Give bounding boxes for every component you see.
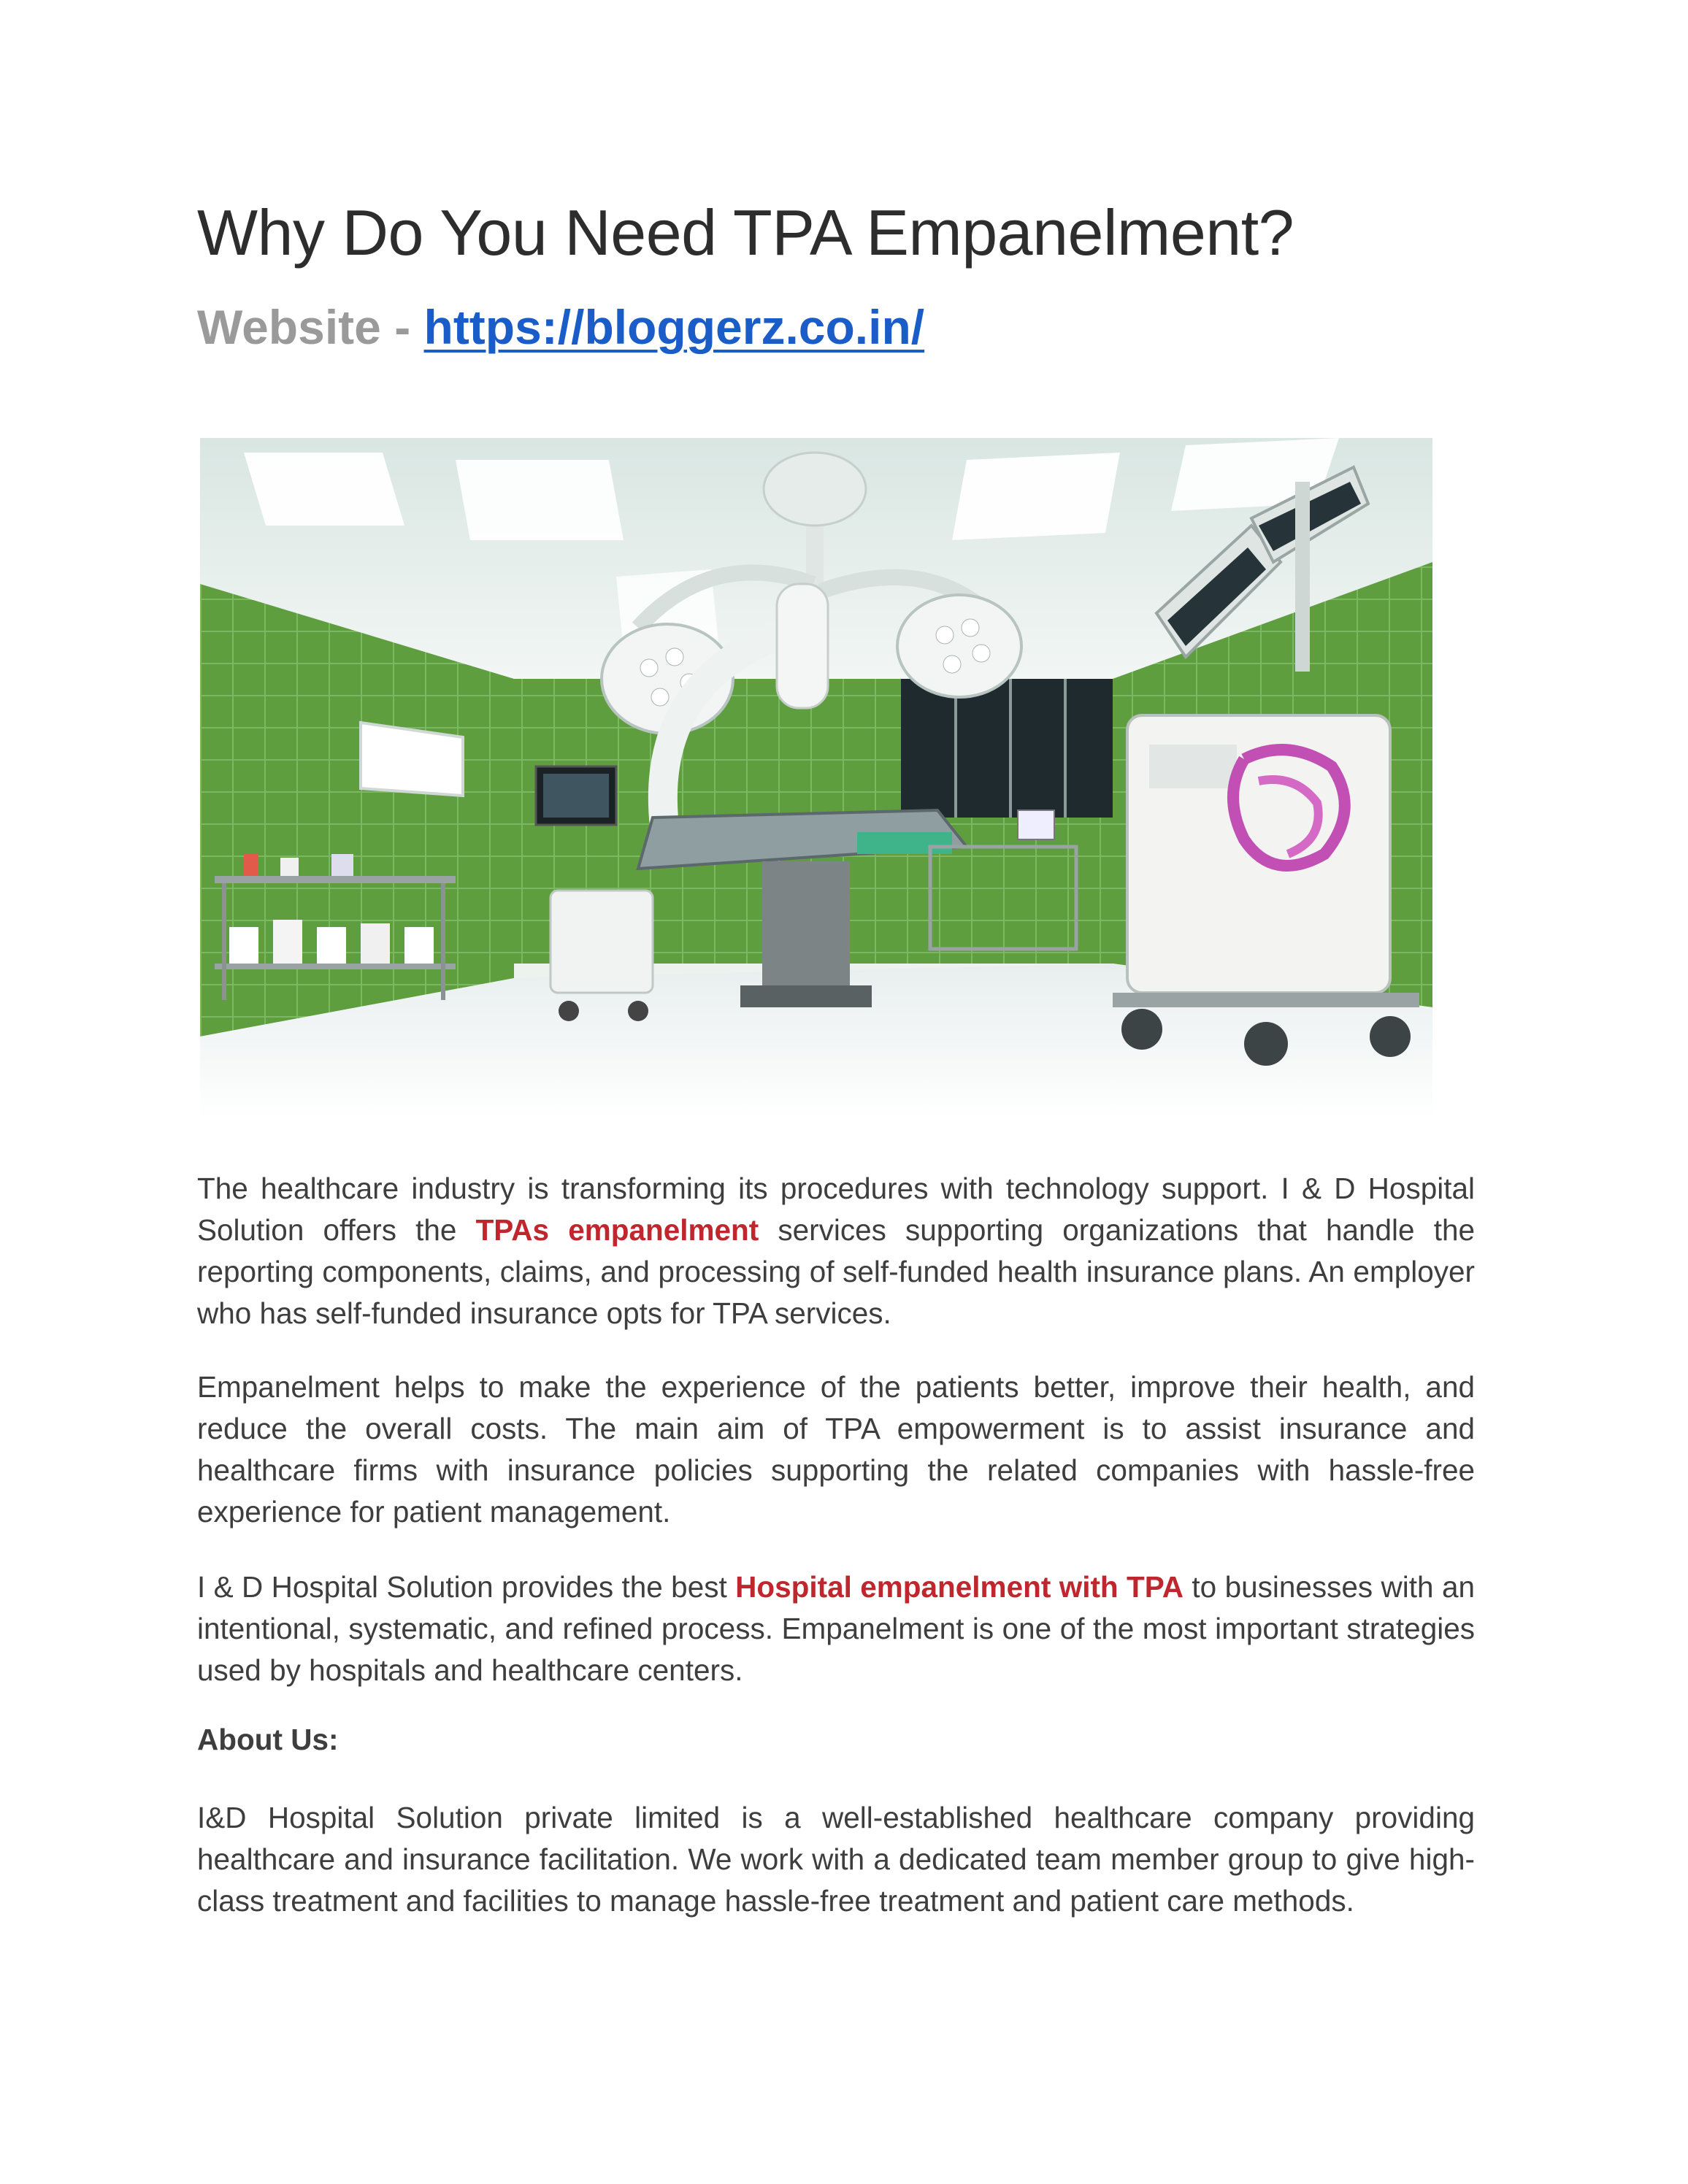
paragraph-hospital-text-end: to businesses with an intentional, systematic, and refined process. Empanelment is one of the most important strategies used by hospitals and healthcare centers. — [197, 1570, 1476, 1687]
operating-room-photo — [200, 438, 1432, 1120]
paragraph-hospital-text-start: I & D Hospital Solution provides the best — [197, 1570, 736, 1604]
paragraph-hospital-empanelment — [197, 1566, 1475, 1691]
paragraph-intro-text-end: services supporting organizations that handle the reporting components, claims, and processing of self-funded health insurance plans. An employer who has self-funded insurance opts for TPA services. — [197, 1213, 1475, 1330]
about-us-heading: About Us: — [197, 1723, 339, 1756]
hospital-empanelment-highlight: Hospital empanelment with TPA — [735, 1570, 1184, 1604]
tpas-empanelment-highlight: TPAs empanelment — [475, 1213, 759, 1247]
paragraph-intro-text-start: The healthcare industry is transforming its procedures with technology support. I & D Hospital Solution offers the — [197, 1172, 1475, 1247]
page-title: Why Do You Need TPA Empanelment? — [197, 196, 1294, 269]
website-line — [197, 299, 924, 355]
paragraph-intro — [197, 1168, 1475, 1334]
paragraph-empanelment-benefits: Empanelment helps to make the experience of the patients better, improve their health, and reduce the overall costs. The main aim of TPA empowerment is to assist insurance and healthcare firms with insurance policies supporting the related companies with hassle-free experience for patient management. — [197, 1370, 1475, 1529]
website-label: Website - — [197, 300, 424, 354]
website-link[interactable]: https://bloggerz.co.in/ — [423, 300, 925, 354]
paragraph-about-us: I&D Hospital Solution private limited is a well-established healthcare company providing healthcare and insurance facilitation. We work with a dedicated team member group to give high-class treatment and facilities to manage hassle-free treatment and patient care methods. — [197, 1801, 1475, 1918]
